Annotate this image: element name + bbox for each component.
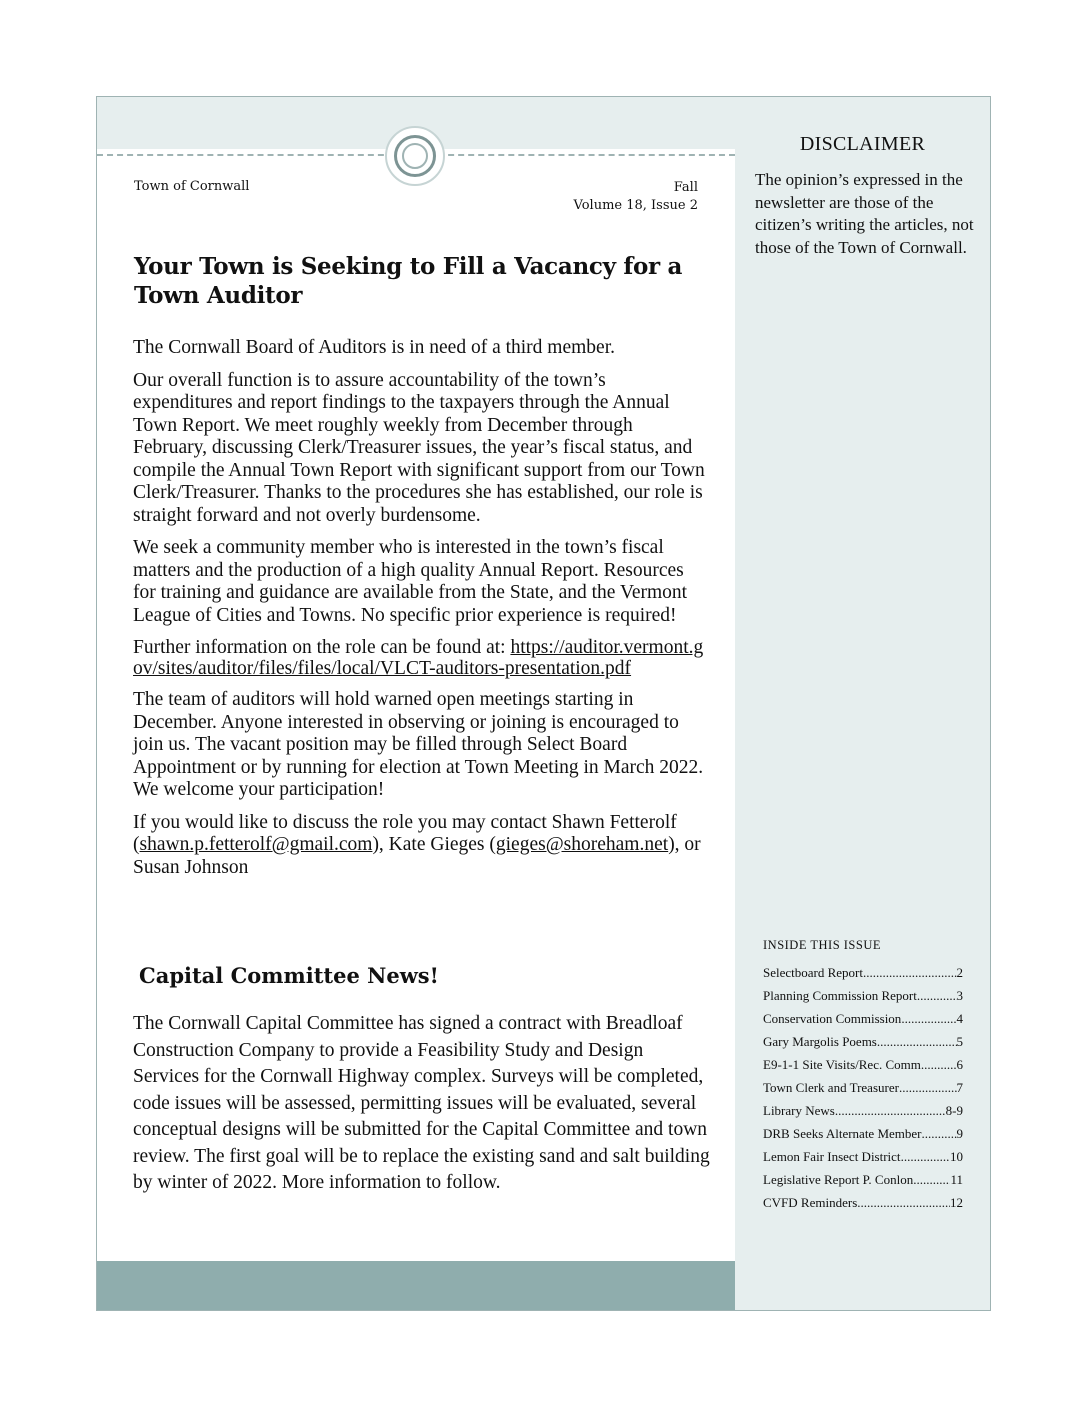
toc-item[interactable]: Conservation Commission ..... 4 (763, 1011, 963, 1034)
toc-item[interactable]: Town Clerk and Treasurer ..... 7 (763, 1080, 963, 1103)
article-title: Your Town is Seeking to Fill a Vacancy for a Town Auditor (134, 253, 683, 309)
article-paragraph: We seek a community member who is interested in the town’s fiscal matters and the production of a high quality Annual Report. Resources for training and guidance are available from the State, and the Vermont League of Cities and Towns. No specific prior experience is required! (133, 537, 688, 626)
toc-item[interactable]: Planning Commission Report ..... 3 (763, 988, 963, 1011)
issue-info (574, 179, 698, 215)
article-paragraph: The team of auditors will hold warned open meetings starting in December. Anyone interested in observing or joining is encouraged to join us. The vacant position may be filled through Select Board Appointment or by running for election at Town Meeting in March 2022. We welcome your participation! (133, 689, 704, 800)
issue-volume: Volume 18, Issue 2 (573, 198, 698, 213)
toc-item[interactable]: CVFD Reminders ..... 12 (763, 1195, 963, 1218)
capital-committee-body: The Cornwall Capital Committee has signed a contract with Breadloaf Construction Company to provide a Feasibility Study and Design Services for the Cornwall Highway complex. Surveys will be completed, code issues will be assessed, permitting issues will be evaluated, several conceptual designs will be submitted for the Capital Committee and town review. The first goal will be to replace the existing sand and salt building by winter of 2022. More information to follow. (133, 1013, 710, 1193)
article-paragraph: Our overall function is to assure accountability of the town’s expenditures and report findings to the taxpayers through the Annual Town Report. We meet roughly weekly from December through February, discussing Clerk/Treasurer issues, the year’s fiscal status, and compile the Annual Town Report with significant support from our Town Clerk/Treasurer. Thanks to the procedures she has established, our role is straight forward and not overly burdensome. (133, 369, 705, 526)
disclaimer-text: The opinion’s expressed in the newsletter are those of the citizen’s writing the articles, not those of the Town of Cornwall. (755, 170, 974, 257)
email-link-fetterolf[interactable]: shawn.p.fetterolf@gmail.com (139, 834, 373, 855)
article-paragraph: Further information on the role can be found at: https://auditor.vermont.gov/sites/auditor/files/files/local/VLCT-auditors-presentation.pdf (133, 637, 704, 679)
toc-item[interactable]: Selectboard Report ..... 2 (763, 965, 963, 988)
footer-band (97, 1261, 735, 1310)
contact-paragraph: If you would like to discuss the role you may contact Shawn Fetterolf (shawn.p.fetterolf@gmail.com), Kate Gieges (gieges@shoreham.net), or Susan Johnson (133, 811, 701, 878)
toc-item[interactable]: Legislative Report P. Conlon ..... 11 (763, 1172, 963, 1195)
email-link-gieges[interactable]: gieges@shoreham.net (495, 834, 669, 855)
toc-item[interactable]: Library News ..... 8-9 (763, 1103, 963, 1126)
toc-item[interactable]: E9-1-1 Site Visits/Rec. Comm ..... 6 (763, 1057, 963, 1080)
issue-season: Fall (673, 180, 698, 195)
toc-title: INSIDE THIS ISSUE (763, 938, 881, 952)
article-paragraph: The Cornwall Board of Auditors is in need of a third member. (133, 337, 615, 358)
table-of-contents (763, 965, 963, 1218)
toc-item[interactable]: Gary Margolis Poems ..... 5 (763, 1034, 963, 1057)
capital-committee-title: Capital Committee News! (139, 963, 439, 988)
article-body (133, 337, 705, 889)
vlct-presentation-link[interactable]: https://auditor.vermont.gov/sites/auditor/files/files/local/VLCT-auditors-presentation.pdf (133, 637, 704, 679)
toc-item[interactable]: DRB Seeks Alternate Member ..... 9 (763, 1126, 963, 1149)
toc-item[interactable]: Lemon Fair Insect District ..... 10 (763, 1149, 963, 1172)
town-name: Town of Cornwall (134, 179, 250, 194)
disclaimer-title: DISCLAIMER (799, 133, 926, 155)
circle-ornament-icon (385, 126, 445, 186)
